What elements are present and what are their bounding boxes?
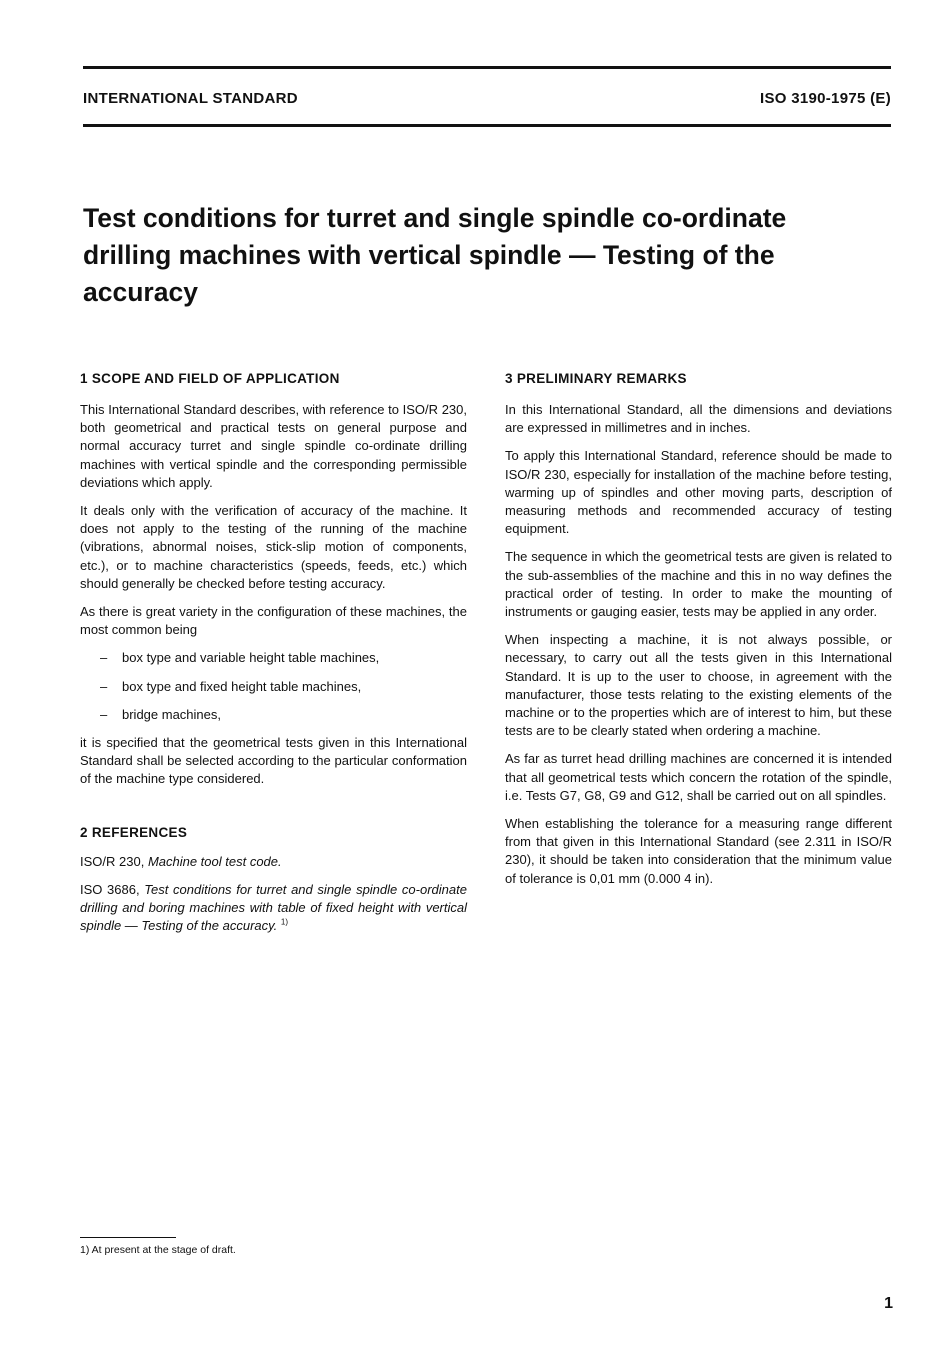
list-item: – box type and variable height table machines, [100,650,380,666]
section-1-paragraph: This International Standard describes, with reference to ISO/R 230, both geometrical and practical tests on general purpose and normal accuracy turret and single spindle co-ordinate drilling machines with vertical spindle and the corresponding permissible deviations which apply. [80,402,467,490]
left-column [80,371,467,945]
section-3-heading: 3 PRELIMINARY REMARKS [505,371,687,386]
footnote-rule [80,1237,176,1238]
header-document-number: ISO 3190-1975 (E) [759,90,891,107]
section-3-paragraph: As far as turret head drilling machines are concerned it is intended that all geometrical tests which concern the rotation of the spindle, i.e. Tests G7, G8, G9 and G12, shall be carried out on all spindles. [505,751,892,803]
section-3-paragraph: To apply this International Standard, reference should be made to ISO/R 230, especially for installation of the machine before testing, warming up of spindles and other moving parts, description of measuring methods and recommended accuracy of testing equipment. [505,448,892,537]
section-3-paragraph: When inspecting a machine, it is not always possible, or necessary, to carry out all the tests given in this International Standard. It is up to the user to choose, in agreement with the manufacturer, those tests relating to the existing elements of the machine or to the properties which are of interest to him, but these tests are to be clearly stated when ordering a machine. [505,632,892,739]
section-1-paragraph: As there is great variety in the configuration of these machines, the most common being [80,604,467,638]
header-standard-label: INTERNATIONAL STANDARD [83,90,298,107]
footnote-marker[interactable]: 1) [280,917,289,927]
reference-title: Machine tool test code. [147,853,282,869]
section-2-heading: 2 REFERENCES [80,824,188,840]
reference-title: Test conditions for turret and single spindle co-ordinate drilling and boring machines with table of fixed height with vertical spindle — Testing of the accuracy. [80,881,467,934]
header-bottom-rule [83,124,891,127]
list-item: – box type and fixed height table machines, [100,678,362,694]
footnote: 1) At present at the stage of draft. [80,1244,236,1256]
reference-item [80,881,467,936]
list-item: – bridge machines, [100,706,221,722]
document-title: Test conditions for turret and single spindle co-ordinate drilling machines with vertical spindle — Testing of the accuracy [83,203,787,307]
section-3-paragraph: In this International Standard, all the dimensions and deviations are expressed in millimetres and in inches. [505,402,892,436]
section-3-paragraph: The sequence in which the geometrical tests are given is related to the sub-assemblies of the machine and this in no way defines the practical order of testing. In order to make the mounting of instruments or gauging easier, tests may be applied in any order. [505,549,892,620]
reference-code: ISO/R 230, [80,853,145,869]
section-1-paragraph: It deals only with the verification of accuracy of the machine. It does not apply to the testing of the running of the machine (vibrations, abnormal noises, stick-slip motion of components, etc.), or to machine characteristics (speeds, feeds, etc.) which should generally be checked before testing accuracy. [80,503,467,591]
reference-code: ISO 3686, [80,881,140,897]
right-column [505,371,892,898]
header-top-rule [83,66,891,69]
section-1-paragraph: it is specified that the geometrical tests given in this International Standard shall be selected according to the particular conformation of the machine type considered. [80,735,467,787]
page-number: 1 [884,1295,893,1312]
section-3-paragraph: When establishing the tolerance for a measuring range different from that given in this International Standard (see 2.311 in ISO/R 230), it should be taken into consideration that the minimum value of tolerance is 0,01 mm (0.000 4 in). [505,816,892,886]
reference-item [80,853,467,871]
section-1-heading: 1 SCOPE AND FIELD OF APPLICATION [80,371,340,386]
machine-type-list [80,649,467,724]
